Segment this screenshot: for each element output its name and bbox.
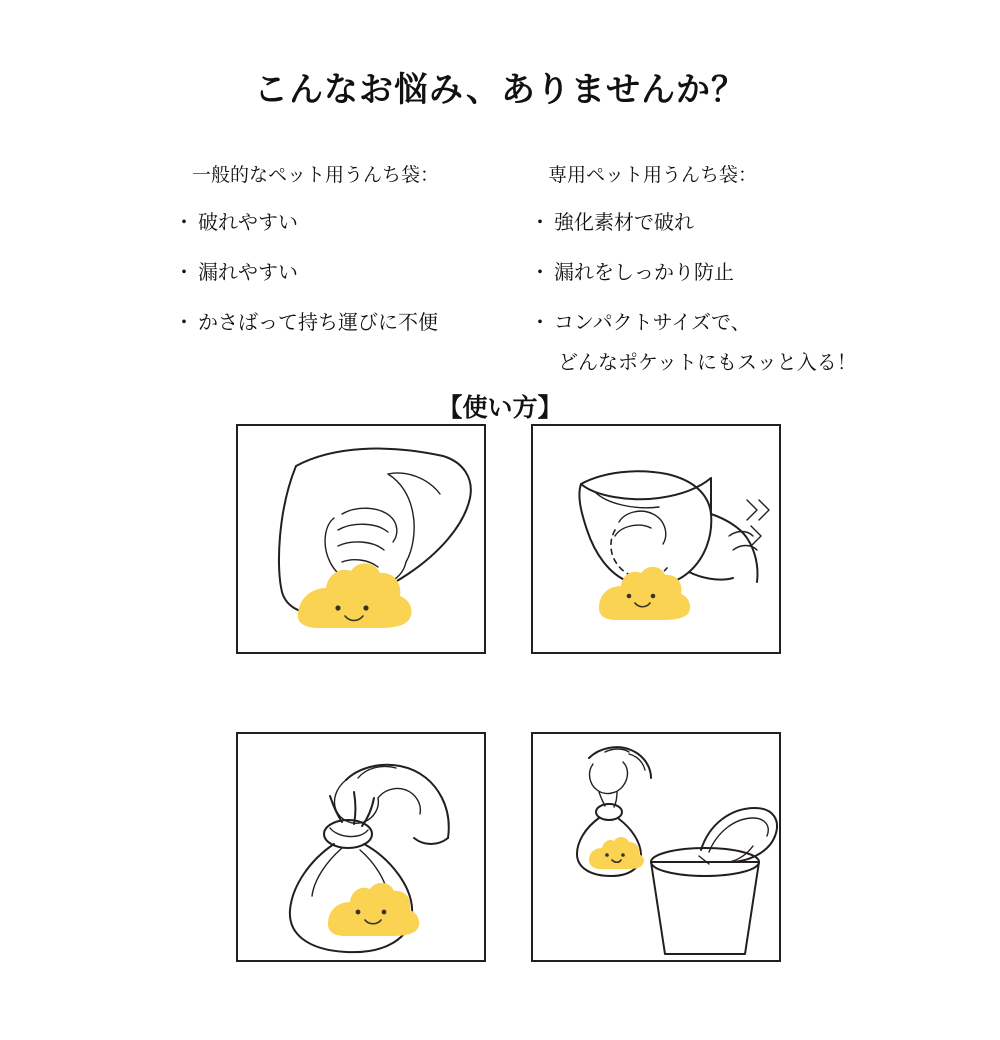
panel-step-4	[531, 732, 781, 962]
list-item	[530, 209, 840, 237]
howto-panel-row-1	[236, 424, 781, 654]
list-item-label: コンパクトサイズで、	[554, 312, 751, 334]
illustration-step-2	[533, 426, 781, 654]
list-item-label: 強化素材で破れ	[554, 212, 694, 234]
illustration-step-1	[238, 426, 486, 654]
panel-step-2	[531, 424, 781, 654]
list-item	[174, 209, 500, 237]
list-item-label: 漏れやすい	[198, 262, 298, 284]
list-item	[530, 309, 840, 337]
poop-icon	[599, 567, 690, 620]
comparison-column-special	[500, 160, 857, 399]
bullet-marker: ・	[174, 212, 194, 234]
list-item	[174, 259, 500, 287]
bullet-marker: ・	[174, 312, 194, 334]
list-item-label: 漏れをしっかり防止	[554, 262, 734, 284]
bullet-marker: ・	[530, 312, 550, 334]
comparison-right-title: 専用ペット用うんち袋：	[548, 165, 758, 186]
poop-icon	[589, 837, 644, 869]
howto-panel-row-2	[236, 732, 781, 962]
page-title: こんなお悩み、ありませんか？	[253, 71, 747, 109]
illustration-step-4	[533, 734, 781, 962]
bullet-marker: ・	[530, 262, 550, 284]
list-item	[174, 309, 500, 337]
list-item-continuation: どんなポケットにもスッと入る！	[558, 352, 857, 374]
howto-panel-grid	[236, 424, 781, 1040]
motion-arrow-icon	[747, 500, 769, 546]
bullet-marker: ・	[174, 262, 194, 284]
panel-step-3	[236, 732, 486, 962]
comparison-section	[0, 160, 1000, 399]
panel-step-1	[236, 424, 486, 654]
bullet-marker: ・	[530, 212, 550, 234]
list-item	[530, 259, 840, 287]
list-item-label: 破れやすい	[198, 212, 298, 234]
comparison-column-generic	[160, 160, 500, 399]
illustration-step-3	[238, 734, 486, 962]
howto-heading: 【使い方】	[437, 394, 563, 422]
comparison-left-title: 一般的なペット用うんち袋：	[192, 165, 440, 186]
list-item-label: かさばって持ち運びに不便	[198, 312, 438, 334]
poop-icon	[328, 883, 419, 936]
